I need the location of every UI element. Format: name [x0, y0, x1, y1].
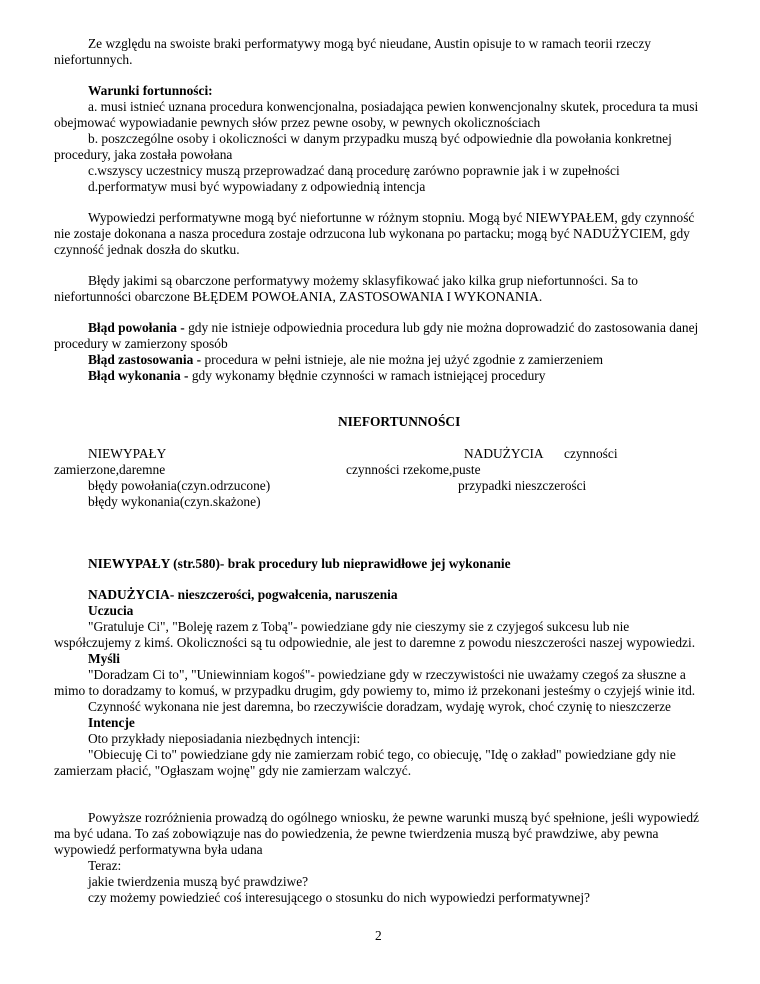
- table-title: NIEFORTUNNOŚCI: [338, 414, 461, 429]
- error-wykonania-text: gdy wykonamy błędnie czynności w ramach istniejącej procedury: [188, 368, 546, 383]
- condition-b-line-1: b. poszczególne osoby i okoliczności w danym przypadku muszą być odpowiednie dla powołania konkretnej: [88, 131, 672, 146]
- errors-intro-line-2: niefortunności obarczone BŁĘDEM POWOŁANIA, ZASTOSOWANIA I WYKONANIA.: [54, 289, 543, 304]
- table-left-item-2: błędy wykonania(czyn.skażone): [88, 494, 261, 509]
- mysli-line-3: Czynność wykonana nie jest daremna, bo rzeczywiście doradzam, wydaję wyrok, choć czynię to nieszczerze: [88, 699, 671, 714]
- errors-intro-line-1: Błędy jakimi są obarczone performatywy możemy sklasyfikować jako kilka grup niefortunności. Sa to: [88, 273, 638, 288]
- degrees-line-1: Wypowiedzi performatywne mogą być niefortunne w różnym stopniu. Mogą być NIEWYPAŁEM, gdy czynność: [88, 210, 695, 225]
- intro-line-2: niefortunnych.: [54, 52, 133, 67]
- error-zastosowania-label: Błąd zastosowania -: [88, 352, 202, 367]
- table-left-head: NIEWYPAŁY: [88, 446, 167, 461]
- intencje-heading: Intencje: [88, 715, 135, 730]
- condition-a-line-1: a. musi istnieć uznana procedura konwencjonalna, posiadająca pewien konwencjonalny skutek, procedura ta musi: [88, 99, 699, 114]
- conclusion-line-5: jakie twierdzenia muszą być prawdziwe?: [88, 874, 309, 889]
- table-right-item-1: przypadki nieszczerości: [458, 478, 587, 493]
- niewypaly-heading: NIEWYPAŁY (str.580)- brak procedury lub nieprawidłowe jej wykonanie: [88, 556, 511, 571]
- intencje-line-2: "Obiecuję Ci to" powiedziane gdy nie zamierzam robić tego, co obiecuję, "Idę o zakład" powiedziane gdy nie: [88, 747, 676, 762]
- condition-c: c.wszyscy uczestnicy muszą przeprowadzać daną procedurę zarówno poprawnie jak i w zupełności: [88, 163, 620, 178]
- error-powolania-label: Błąd powołania -: [88, 320, 185, 335]
- conclusion-line-1: Powyższe rozróżnienia prowadzą do ogólnego wniosku, że pewne warunki muszą być spełnione, jeśli wypowiedź: [88, 810, 699, 825]
- conditions-heading: Warunki fortunności:: [88, 83, 213, 98]
- naduzycia-heading: NADUŻYCIA- nieszczerości, pogwałcenia, naruszenia: [88, 587, 398, 602]
- intencje-line-3: zamierzam płacić, "Ogłaszam wojnę" gdy nie zamierzam walczyć.: [54, 763, 412, 778]
- condition-b-line-2: procedury, jaka została powołana: [54, 147, 233, 162]
- table-right-head: NADUŻYCIA: [464, 446, 544, 461]
- mysli-line-1: "Doradzam Ci to", "Uniewinniam kogoś"- powiedziane gdy w rzeczywistości nie uważamy czegoś za słuszne a: [88, 667, 686, 682]
- page-number: 2: [375, 928, 382, 943]
- error-powolania-cont: procedury w zamierzony sposób: [54, 336, 228, 351]
- intro-line-1: Ze względu na swoiste braki performatywy mogą być nieudane, Austin opisuje to w ramach teorii rzeczy: [88, 36, 651, 51]
- conclusion-line-2: ma być udana. To zaś zobowiązuje nas do powiedzenia, że pewne twierdzenia muszą być prawdziwe, aby pewna: [54, 826, 659, 841]
- error-powolania-text: gdy nie istnieje odpowiednia procedura lub gdy nie można doprowadzić do zastosowania danej: [184, 320, 699, 335]
- intencje-line-1: Oto przykłady nieposiadania niezbędnych intencji:: [88, 731, 361, 746]
- conclusion-line-4: Teraz:: [88, 858, 122, 873]
- degrees-line-2: nie zostaje dokonana a nasza procedura zostaje odrzucona lub wykonana po partacku; mogą być NADUŻYCIEM, gdy: [54, 226, 690, 241]
- degrees-line-3: czynność jednak doszła do skutku.: [54, 242, 240, 257]
- table-left-sub: zamierzone,daremne: [54, 462, 166, 477]
- table-right-sub: czynności rzekome,puste: [346, 462, 481, 477]
- mysli-line-2: mimo to doradzamy to komuś, w przypadku drugim, gdy powiemy to, mimo iż przekonani jesteśmy o czyjejś winie itd.: [54, 683, 696, 698]
- condition-a-line-2: obejmować wypowiadanie pewnych słów przez pewne osoby, w pewnych okolicznościach: [54, 115, 541, 130]
- error-zastosowania: [88, 352, 603, 368]
- mysli-heading: Myśli: [88, 651, 120, 666]
- uczucia-heading: Uczucia: [88, 603, 134, 618]
- table-left-item-1: błędy powołania(czyn.odrzucone): [88, 478, 271, 493]
- conclusion-line-6: czy możemy powiedzieć coś interesującego o stosunku do nich wypowiedzi performatywnej?: [88, 890, 590, 905]
- error-zastosowania-text: procedura w pełni istnieje, ale nie można jej użyć zgodnie z zamierzeniem: [201, 352, 604, 367]
- table-right-head-2: czynności: [564, 446, 618, 461]
- uczucia-line-1: "Gratuluje Ci", "Boleję razem z Tobą"- powiedziane gdy nie cieszymy sie z czyjegoś sukcesu lub nie: [88, 619, 630, 634]
- error-wykonania-label: Błąd wykonania -: [88, 368, 189, 383]
- condition-d: d.performatyw musi być wypowiadany z odpowiednią intencja: [88, 179, 426, 194]
- error-powolania: [88, 320, 698, 336]
- uczucia-line-2: współczujemy z kimś. Okoliczności są tu odpowiednie, ale jest to daremne z powodu nieszczerości naszej wypowiedzi.: [54, 635, 696, 650]
- error-wykonania: [88, 368, 545, 384]
- conclusion-line-3: wypowiedź performatywna była udana: [54, 842, 263, 857]
